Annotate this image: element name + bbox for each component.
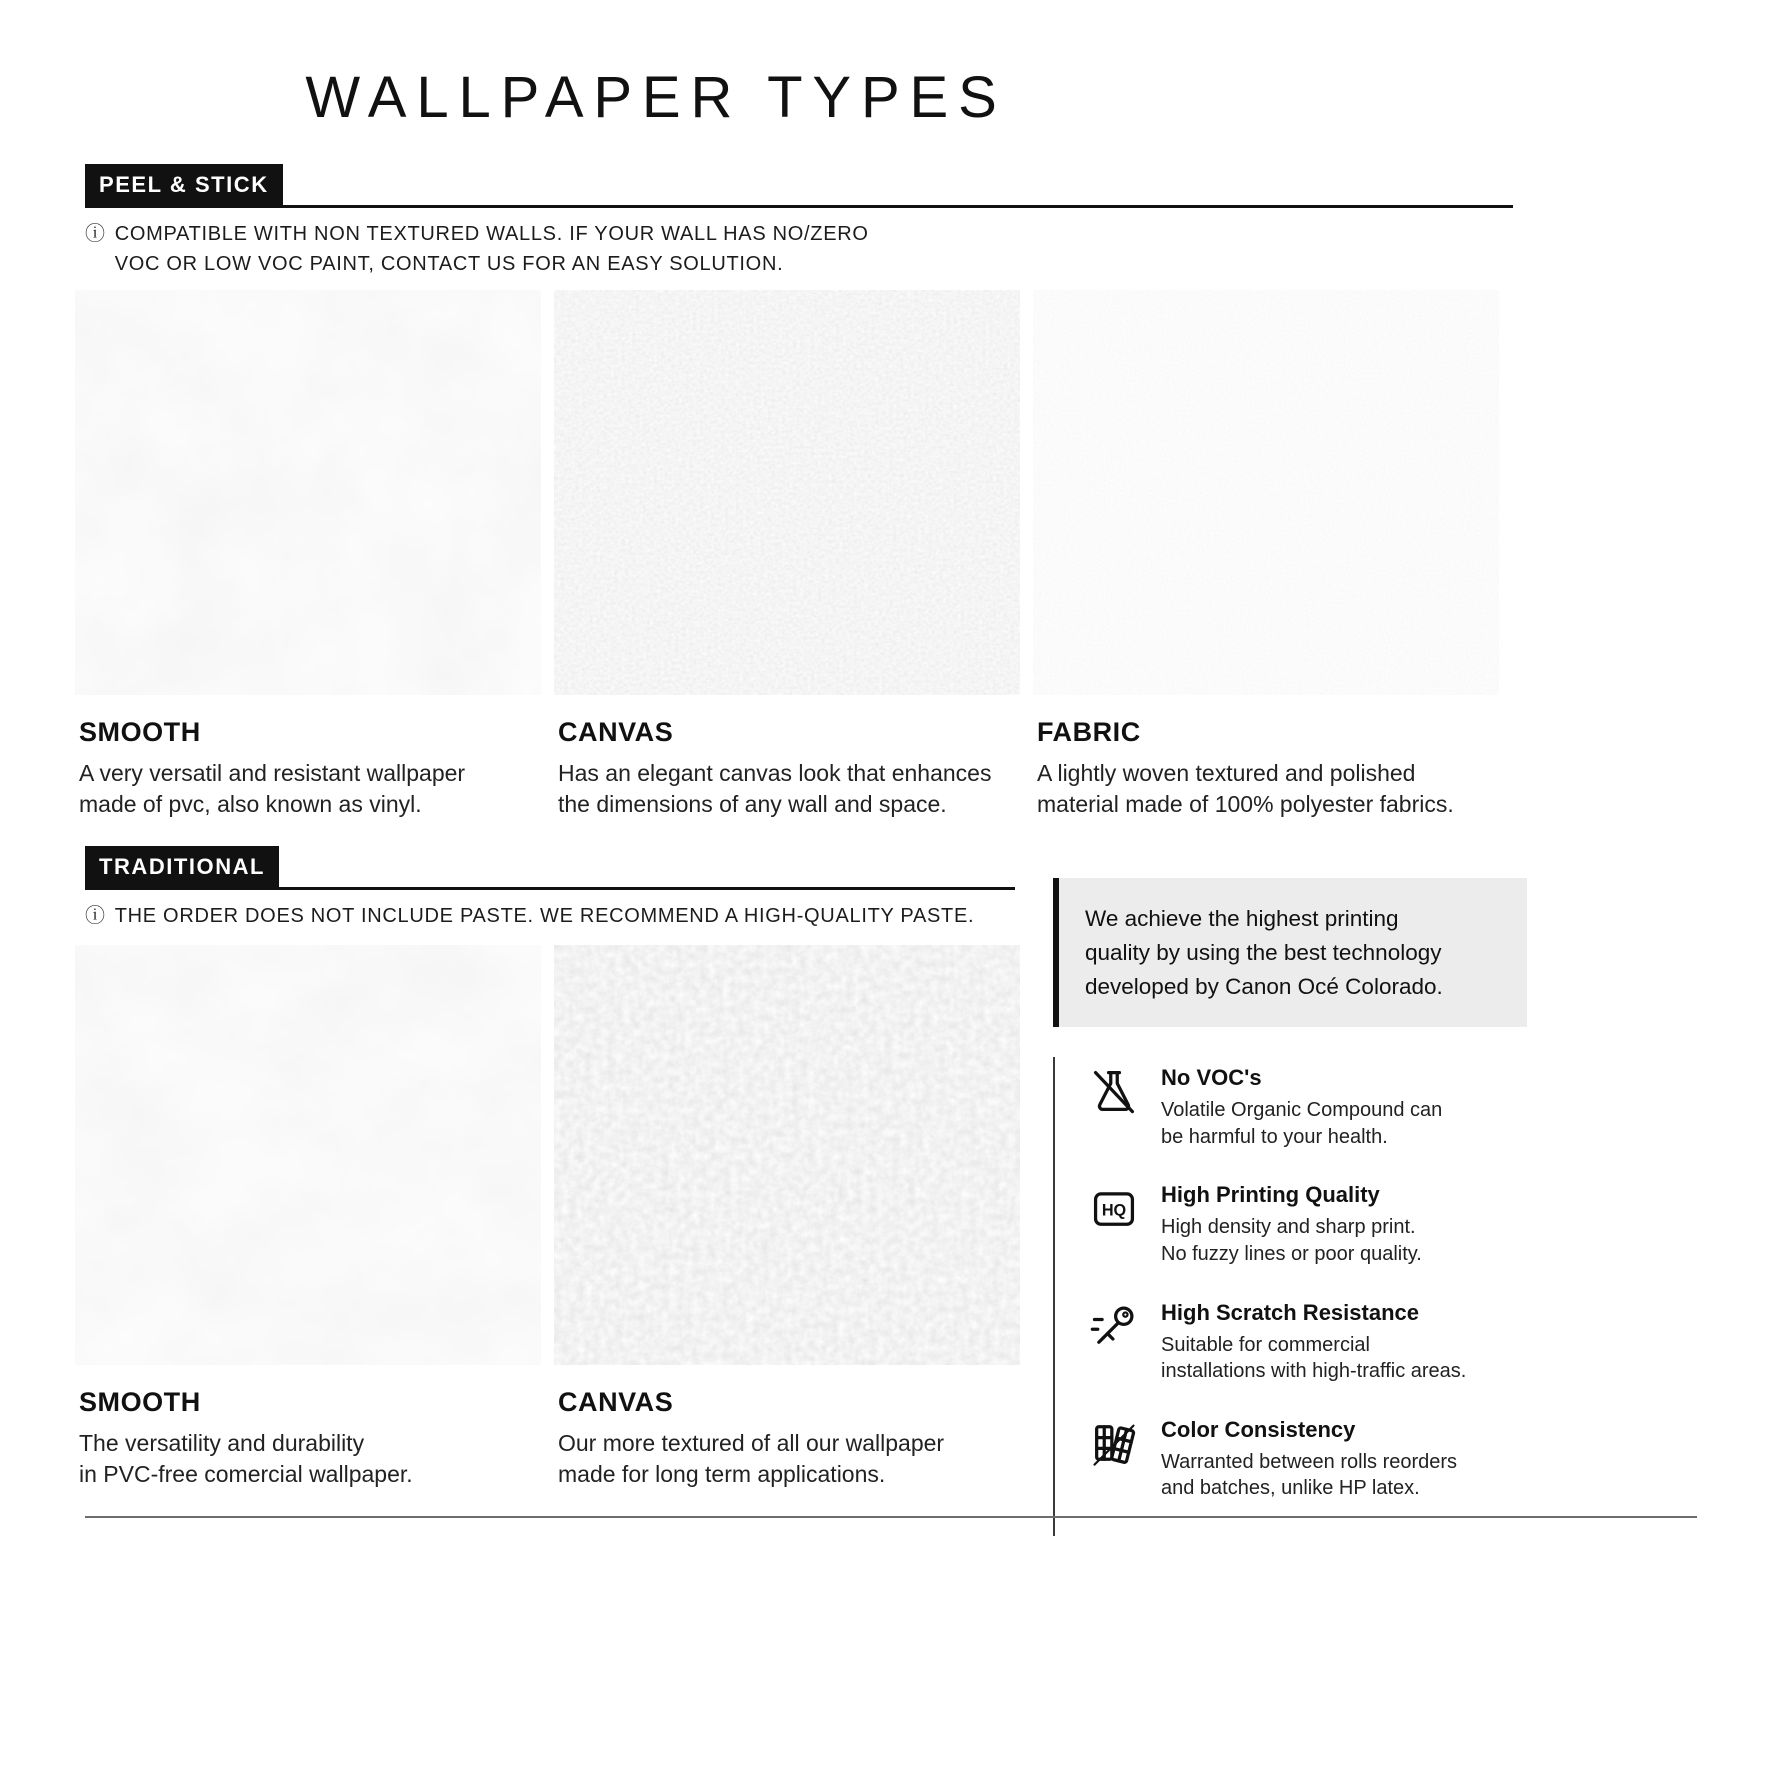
intro-line: We achieve the highest printing: [1085, 906, 1399, 931]
no-voc-icon: [1087, 1065, 1141, 1119]
feature-description: [1161, 1449, 1457, 1502]
feature-desc-line: and batches, unlike HP latex.: [1161, 1477, 1420, 1500]
feature-desc-line: be harmful to your health.: [1161, 1125, 1388, 1148]
print-quality-panel: [1053, 878, 1527, 1536]
swatch-desc-line: A lightly woven textured and polished: [1037, 760, 1416, 786]
feature-text: [1161, 1300, 1466, 1385]
feature-desc-line: No fuzzy lines or poor quality.: [1161, 1243, 1422, 1266]
info-icon: ⓘ: [85, 223, 106, 245]
swatch-card-traditional-smooth: [75, 945, 541, 1490]
fabric-texture-image: [1033, 290, 1499, 695]
page-title: WALLPAPER TYPES: [305, 65, 1007, 130]
feature-list: [1053, 1057, 1527, 1536]
scratch-resistance-icon: [1087, 1300, 1141, 1354]
swatch-desc-line: The versatility and durability: [79, 1430, 365, 1456]
feature-title: High Printing Quality: [1161, 1182, 1380, 1208]
swatch-desc-line: material made of 100% polyester fabrics.: [1037, 791, 1454, 818]
feature-desc-line: High density and sharp print.: [1161, 1216, 1416, 1239]
section-header-peel-stick: [85, 163, 1513, 208]
swatch-name: CANVAS: [558, 1387, 674, 1417]
canvas-texture-image: [554, 290, 1020, 695]
info-note-text: [115, 901, 975, 931]
feature-no-voc: [1087, 1065, 1527, 1150]
swatch-name: SMOOTH: [79, 1387, 201, 1417]
feature-text: [1161, 1065, 1442, 1150]
print-quality-intro-box: [1053, 878, 1527, 1027]
feature-title: High Scratch Resistance: [1161, 1299, 1419, 1325]
swatch-desc-line: Our more textured of all our wallpaper: [558, 1430, 945, 1456]
color-consistency-icon: [1087, 1417, 1141, 1471]
feature-color-consistency: [1087, 1417, 1527, 1502]
swatch-name: CANVAS: [558, 717, 674, 747]
intro-line: developed by Canon Océ Colorado.: [1085, 973, 1443, 999]
section-header-traditional: [85, 845, 1015, 890]
info-note-traditional: [85, 901, 974, 931]
info-note-text: [115, 219, 869, 279]
feature-high-printing-quality: [1087, 1182, 1527, 1267]
feature-desc-line: installations with high-traffic areas.: [1161, 1360, 1467, 1383]
swatch-desc-line: A very versatil and resistant wallpaper: [79, 760, 466, 786]
info-note-line: COMPATIBLE WITH NON TEXTURED WALLS. IF YOUR WALL HAS NO/ZERO: [114, 223, 869, 245]
feature-high-scratch-resistance: [1087, 1300, 1527, 1385]
swatch-description: [554, 1428, 1020, 1490]
traditional-swatch-row: [75, 945, 1020, 1490]
section-badge-traditional: TRADITIONAL: [85, 846, 279, 887]
feature-title: No VOC's: [1161, 1065, 1262, 1091]
swatch-name: SMOOTH: [79, 717, 201, 747]
feature-description: [1161, 1097, 1442, 1150]
bottom-divider: [85, 1516, 1697, 1518]
peel-stick-swatch-row: [75, 290, 1499, 820]
swatch-card-peel-fabric: [1033, 290, 1499, 820]
swatch-desc-line: made of pvc, also known as vinyl.: [79, 791, 422, 818]
hq-icon: [1087, 1182, 1141, 1236]
feature-text: [1161, 1182, 1422, 1267]
hq-icon-label: HQ: [1101, 1202, 1127, 1221]
feature-text: [1161, 1417, 1457, 1502]
smooth-texture-image: [75, 945, 541, 1365]
feature-desc-line: Suitable for commercial: [1161, 1333, 1370, 1356]
info-icon: ⓘ: [85, 905, 106, 927]
swatch-description: [554, 758, 1020, 820]
swatch-desc-line: the dimensions of any wall and space.: [558, 791, 947, 818]
swatch-name: FABRIC: [1037, 717, 1141, 747]
swatch-desc-line: made for long term applications.: [558, 1461, 886, 1488]
swatch-desc-line: Has an elegant canvas look that enhances: [558, 760, 992, 786]
canvas-texture-image: [554, 945, 1020, 1365]
swatch-card-traditional-canvas: [554, 945, 1020, 1490]
feature-description: [1161, 1214, 1422, 1267]
feature-desc-line: Volatile Organic Compound can: [1161, 1099, 1443, 1122]
smooth-texture-image: [75, 290, 541, 695]
feature-description: [1161, 1332, 1466, 1385]
swatch-card-peel-canvas: [554, 290, 1020, 820]
swatch-desc-line: in PVC-free comercial wallpaper.: [79, 1461, 413, 1488]
intro-line: quality by using the best technology: [1085, 939, 1442, 965]
info-note-peel-stick: [85, 219, 869, 279]
swatch-card-peel-smooth: [75, 290, 541, 820]
swatch-description: [1033, 758, 1499, 820]
swatch-description: [75, 758, 541, 820]
section-badge-peel-stick: PEEL & STICK: [85, 164, 283, 205]
info-note-line: THE ORDER DOES NOT INCLUDE PASTE. WE RECOMMEND A HIGH-QUALITY PASTE.: [114, 905, 975, 927]
info-note-line: VOC OR LOW VOC PAINT, CONTACT US FOR AN EASY SOLUTION.: [114, 253, 784, 275]
feature-desc-line: Warranted between rolls reorders: [1161, 1450, 1458, 1473]
feature-title: Color Consistency: [1161, 1416, 1356, 1442]
swatch-description: [75, 1428, 541, 1490]
